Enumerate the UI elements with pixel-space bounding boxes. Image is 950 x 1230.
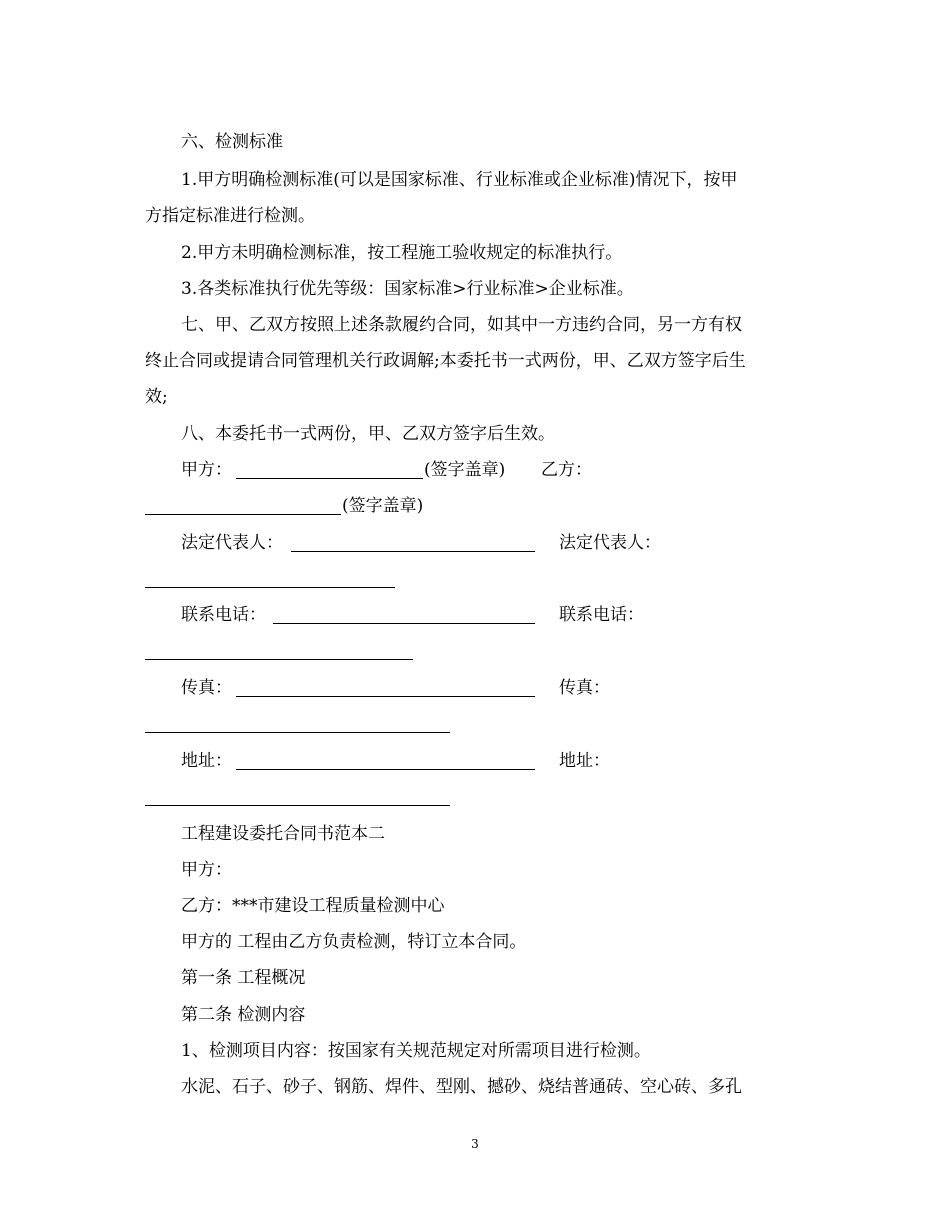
address-line-b — [145, 805, 450, 806]
phone-label-b: 联系电话： — [559, 605, 644, 625]
legal-rep-label-b: 法定代表人： — [559, 533, 661, 553]
contract2-title: 工程建设委托合同书范本二 — [181, 824, 385, 844]
section7-line2: 终止合同或提请合同管理机关行政调解;本委托书一式两份，甲、乙双方签字后生 — [145, 351, 746, 371]
section6-item1-line1: 1.甲方明确检测标准(可以是国家标准、行业标准或企业标准)情况下，按甲 — [181, 170, 738, 190]
party-b-seal: (签字盖章) — [342, 496, 424, 516]
phone-label-a: 联系电话： — [181, 605, 266, 625]
contract2-materials: 水泥、石子、砂子、钢筋、焊件、型刚、撼砂、烧结普通砖、空心砖、多孔 — [181, 1077, 742, 1097]
contract2-article1: 第一条 工程概况 — [181, 968, 306, 988]
section6-item1-line2: 方指定标准进行检测。 — [145, 206, 315, 226]
phone-line-a — [273, 623, 535, 624]
contract2-item1: 1、检测项目内容：按国家有关规范规定对所需项目进行检测。 — [181, 1041, 651, 1061]
party-a-label: 甲方： — [181, 460, 232, 480]
party-b-signature-line — [145, 514, 341, 515]
section8-text: 八、本委托书一式两份，甲、乙双方签字后生效。 — [181, 424, 555, 444]
legal-rep-label-a: 法定代表人： — [181, 533, 283, 553]
party-b-label: 乙方： — [541, 460, 592, 480]
section6-heading: 六、检测标准 — [181, 132, 283, 152]
contract2-article2: 第二条 检测内容 — [181, 1005, 306, 1025]
section7-line1: 七、甲、乙双方按照上述条款履约合同，如其中一方违约合同，另一方有权 — [181, 315, 742, 335]
legal-rep-line-b — [145, 587, 395, 588]
fax-label-b: 传真： — [559, 678, 610, 698]
section6-item2: 2.甲方未明确检测标准，按工程施工验收规定的标准执行。 — [181, 243, 623, 263]
fax-line-b — [145, 732, 450, 733]
page-number: 3 — [471, 1137, 479, 1151]
party-a-signature-line — [236, 478, 423, 479]
fax-label-a: 传真： — [181, 678, 232, 698]
contract2-party-a: 甲方： — [181, 860, 232, 880]
address-label-a: 地址： — [181, 751, 232, 771]
contract2-intro: 甲方的 工程由乙方负责检测，特订立本合同。 — [181, 932, 527, 952]
section7-line3: 效; — [145, 387, 168, 407]
legal-rep-line-a — [291, 551, 535, 552]
party-a-seal: (签字盖章) — [424, 460, 506, 480]
section6-item3: 3.各类标准执行优先等级：国家标准>行业标准>企业标准。 — [181, 279, 634, 299]
address-line-a — [236, 769, 535, 770]
phone-line-b — [145, 659, 413, 660]
address-label-b: 地址： — [559, 751, 610, 771]
fax-line-a — [236, 696, 535, 697]
contract2-party-b: 乙方：***市建设工程质量检测中心 — [181, 896, 445, 916]
